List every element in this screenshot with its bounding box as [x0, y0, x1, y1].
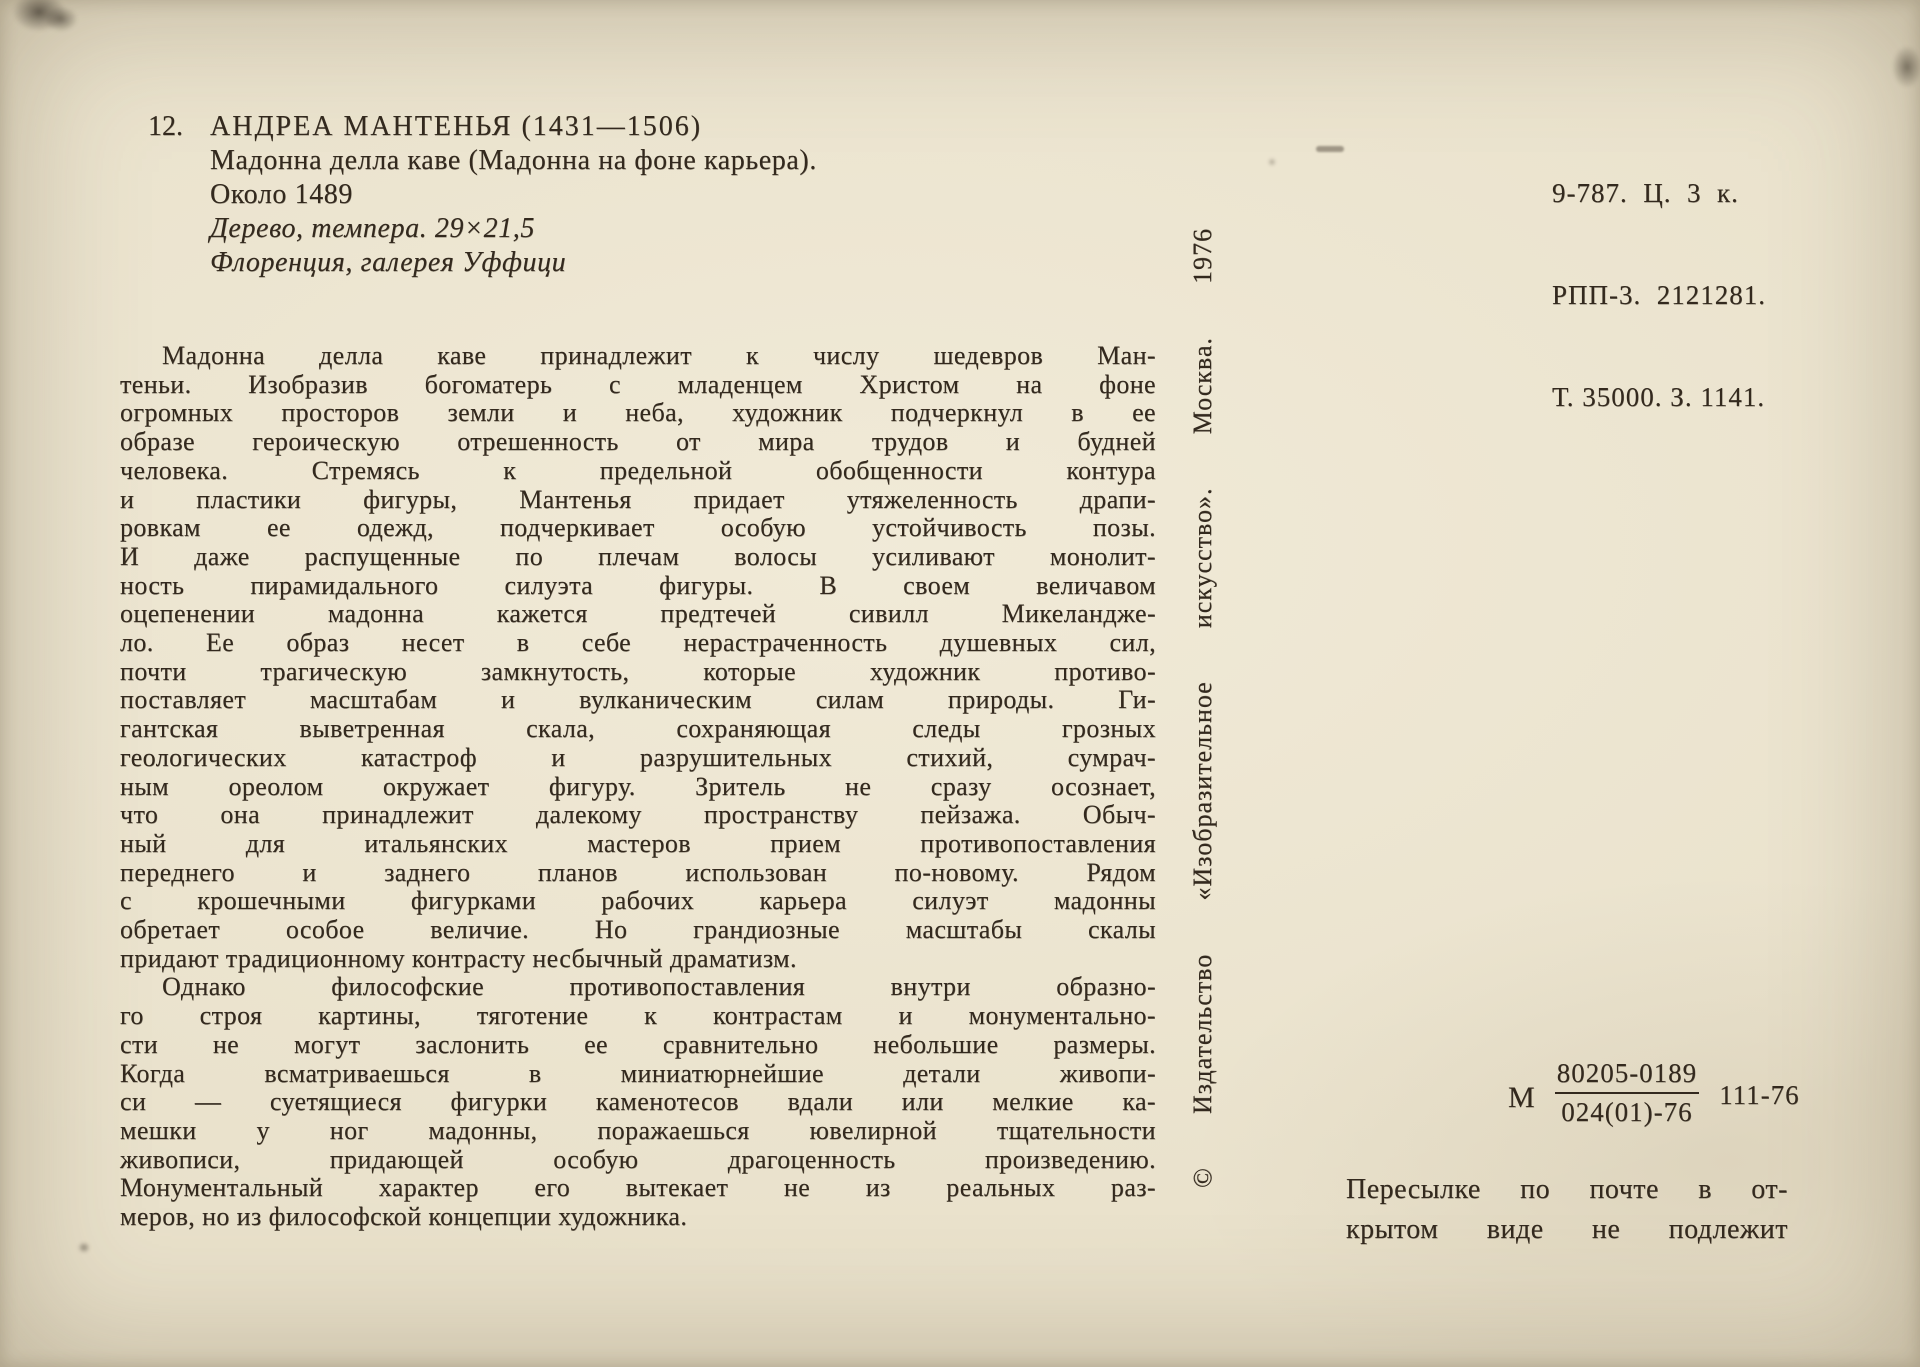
text-line: меров, но из философской концепции художника.	[120, 1202, 688, 1232]
text-line: переднего и заднего планов использован по-новому. Рядом	[120, 857, 1156, 887]
text-line: и пластики фигуры, Мантенья придает утяжеленность драпи-	[120, 484, 1156, 514]
text-line: человека. Стремясь к предельной обобщенности контура	[120, 455, 1156, 485]
print-code-line: 9-787. Ц. 3 к.	[1552, 178, 1739, 208]
publisher-credit-vertical: © Издательство «Изобразительное искусство». Москва. 1976	[1188, 228, 1217, 1188]
text-line: образе героическую отрешенность от мира трудов и будней	[120, 427, 1156, 457]
scan-artifact	[1268, 158, 1276, 166]
essay-paragraph-1	[120, 342, 1156, 973]
text-line: огромных просторов земли и неба, художник подчеркнул в ее	[120, 398, 1156, 428]
artwork-caption	[148, 110, 817, 280]
scan-artifact	[1316, 146, 1344, 152]
caption-first-row	[148, 110, 817, 144]
catalog-fraction-denominator: 024(01)-76	[1555, 1092, 1698, 1128]
text-line: мешки у ног мадонны, поражаешься ювелирной тщательности	[120, 1115, 1156, 1145]
text-line: обретает особое величие. Но грандиозные масштабы скалы	[120, 915, 1156, 945]
catalog-suffix: 111-76	[1719, 1079, 1800, 1110]
artwork-date: Около 1489	[210, 179, 354, 210]
text-line: ный для итальянских мастеров прием противопоставления	[120, 828, 1156, 858]
essay-paragraph-2	[120, 973, 1156, 1231]
artwork-medium: Дерево, темпера. 29×21,5	[210, 213, 535, 244]
text-line: Монументальный характер его вытекает не из реальных раз-	[120, 1173, 1156, 1203]
catalog-number: 12.	[148, 111, 183, 142]
text-line: си — суетящиеся фигурки каменотесов вдали или мелкие ка-	[120, 1087, 1156, 1117]
print-codes	[1552, 108, 1766, 482]
text-line: теньи. Изобразив богоматерь с младенцем Христом на фоне	[120, 369, 1156, 399]
catalog-fraction	[1551, 1058, 1704, 1128]
artwork-location: Флоренция, галерея Уффици	[210, 247, 567, 278]
text-line: Когда всматриваешься в миниатюрнейшие детали живопи-	[120, 1058, 1156, 1088]
catalog-fraction-numerator: 80205-0189	[1556, 1058, 1698, 1088]
scan-artifact	[44, 6, 78, 32]
catalog-prefix: М	[1508, 1081, 1535, 1114]
print-code-line: РПП-3. 2121281.	[1552, 280, 1767, 310]
scan-artifact	[12, 0, 66, 32]
text-line: ным ореолом окружает фигуру. Зритель не сразу осознает,	[120, 771, 1156, 801]
text-line: геологических катастроф и разрушительных стихий, сумрач-	[120, 742, 1156, 772]
text-line: поставляет масштабам и вулканическим силам природы. Ги-	[120, 685, 1156, 715]
scan-artifact	[78, 1242, 90, 1253]
text-line: сти не могут заслонить ее сравнительно небольшие размеры.	[120, 1029, 1156, 1059]
artwork-title: Мадонна делла каве (Мадонна на фоне карьера).	[210, 145, 817, 176]
text-line: что она принадлежит далекому пространству пейзажа. Обыч-	[120, 800, 1156, 830]
catalog-code	[1508, 1058, 1800, 1128]
print-code-line: Т. 35000. З. 1141.	[1552, 382, 1766, 412]
text-line: придают традиционному контрасту несбычный драматизм.	[120, 943, 797, 973]
text-line: го строя картины, тяготение к контрастам и монументально-	[120, 1001, 1156, 1031]
text-line: Мадонна делла каве принадлежит к числу шедевров Ман-	[162, 341, 1156, 370]
text-line: живописи, придающей особую драгоценность произведению.	[120, 1144, 1156, 1174]
scan-artifact	[1892, 46, 1920, 88]
text-line: оцепенении мадонна кажется предтечей сивилл Микеландже-	[120, 599, 1156, 629]
postal-notice	[1346, 1170, 1788, 1250]
text-line: почти трагическую замкнутость, которые художник противо-	[120, 656, 1156, 686]
postal-notice-line: крытом виде не подлежит	[1346, 1214, 1788, 1245]
postal-notice-line: Пересылке по почте в от-	[1346, 1174, 1788, 1205]
text-line: ровкам ее одежд, подчеркивает особую устойчивость позы.	[120, 513, 1156, 543]
text-line: Однако философские противопоставления внутри образно-	[162, 972, 1156, 1002]
artist-name: АНДРЕА МАНТЕНЬЯ (1431—1506)	[210, 111, 703, 142]
text-line: с крошечными фигурками рабочих карьера силуэт мадонны	[120, 886, 1156, 916]
text-line: гантская выветренная скала, сохраняющая следы грозных	[120, 714, 1156, 744]
text-line: И даже распущенные по плечам волосы усиливают монолит-	[120, 541, 1156, 571]
text-line: ло. Ее образ несет в себе нерастраченность душевных сил,	[120, 628, 1156, 658]
text-line: ность пирамидального силуэта фигуры. В своем величавом	[120, 570, 1156, 600]
essay-text	[120, 342, 1156, 1232]
